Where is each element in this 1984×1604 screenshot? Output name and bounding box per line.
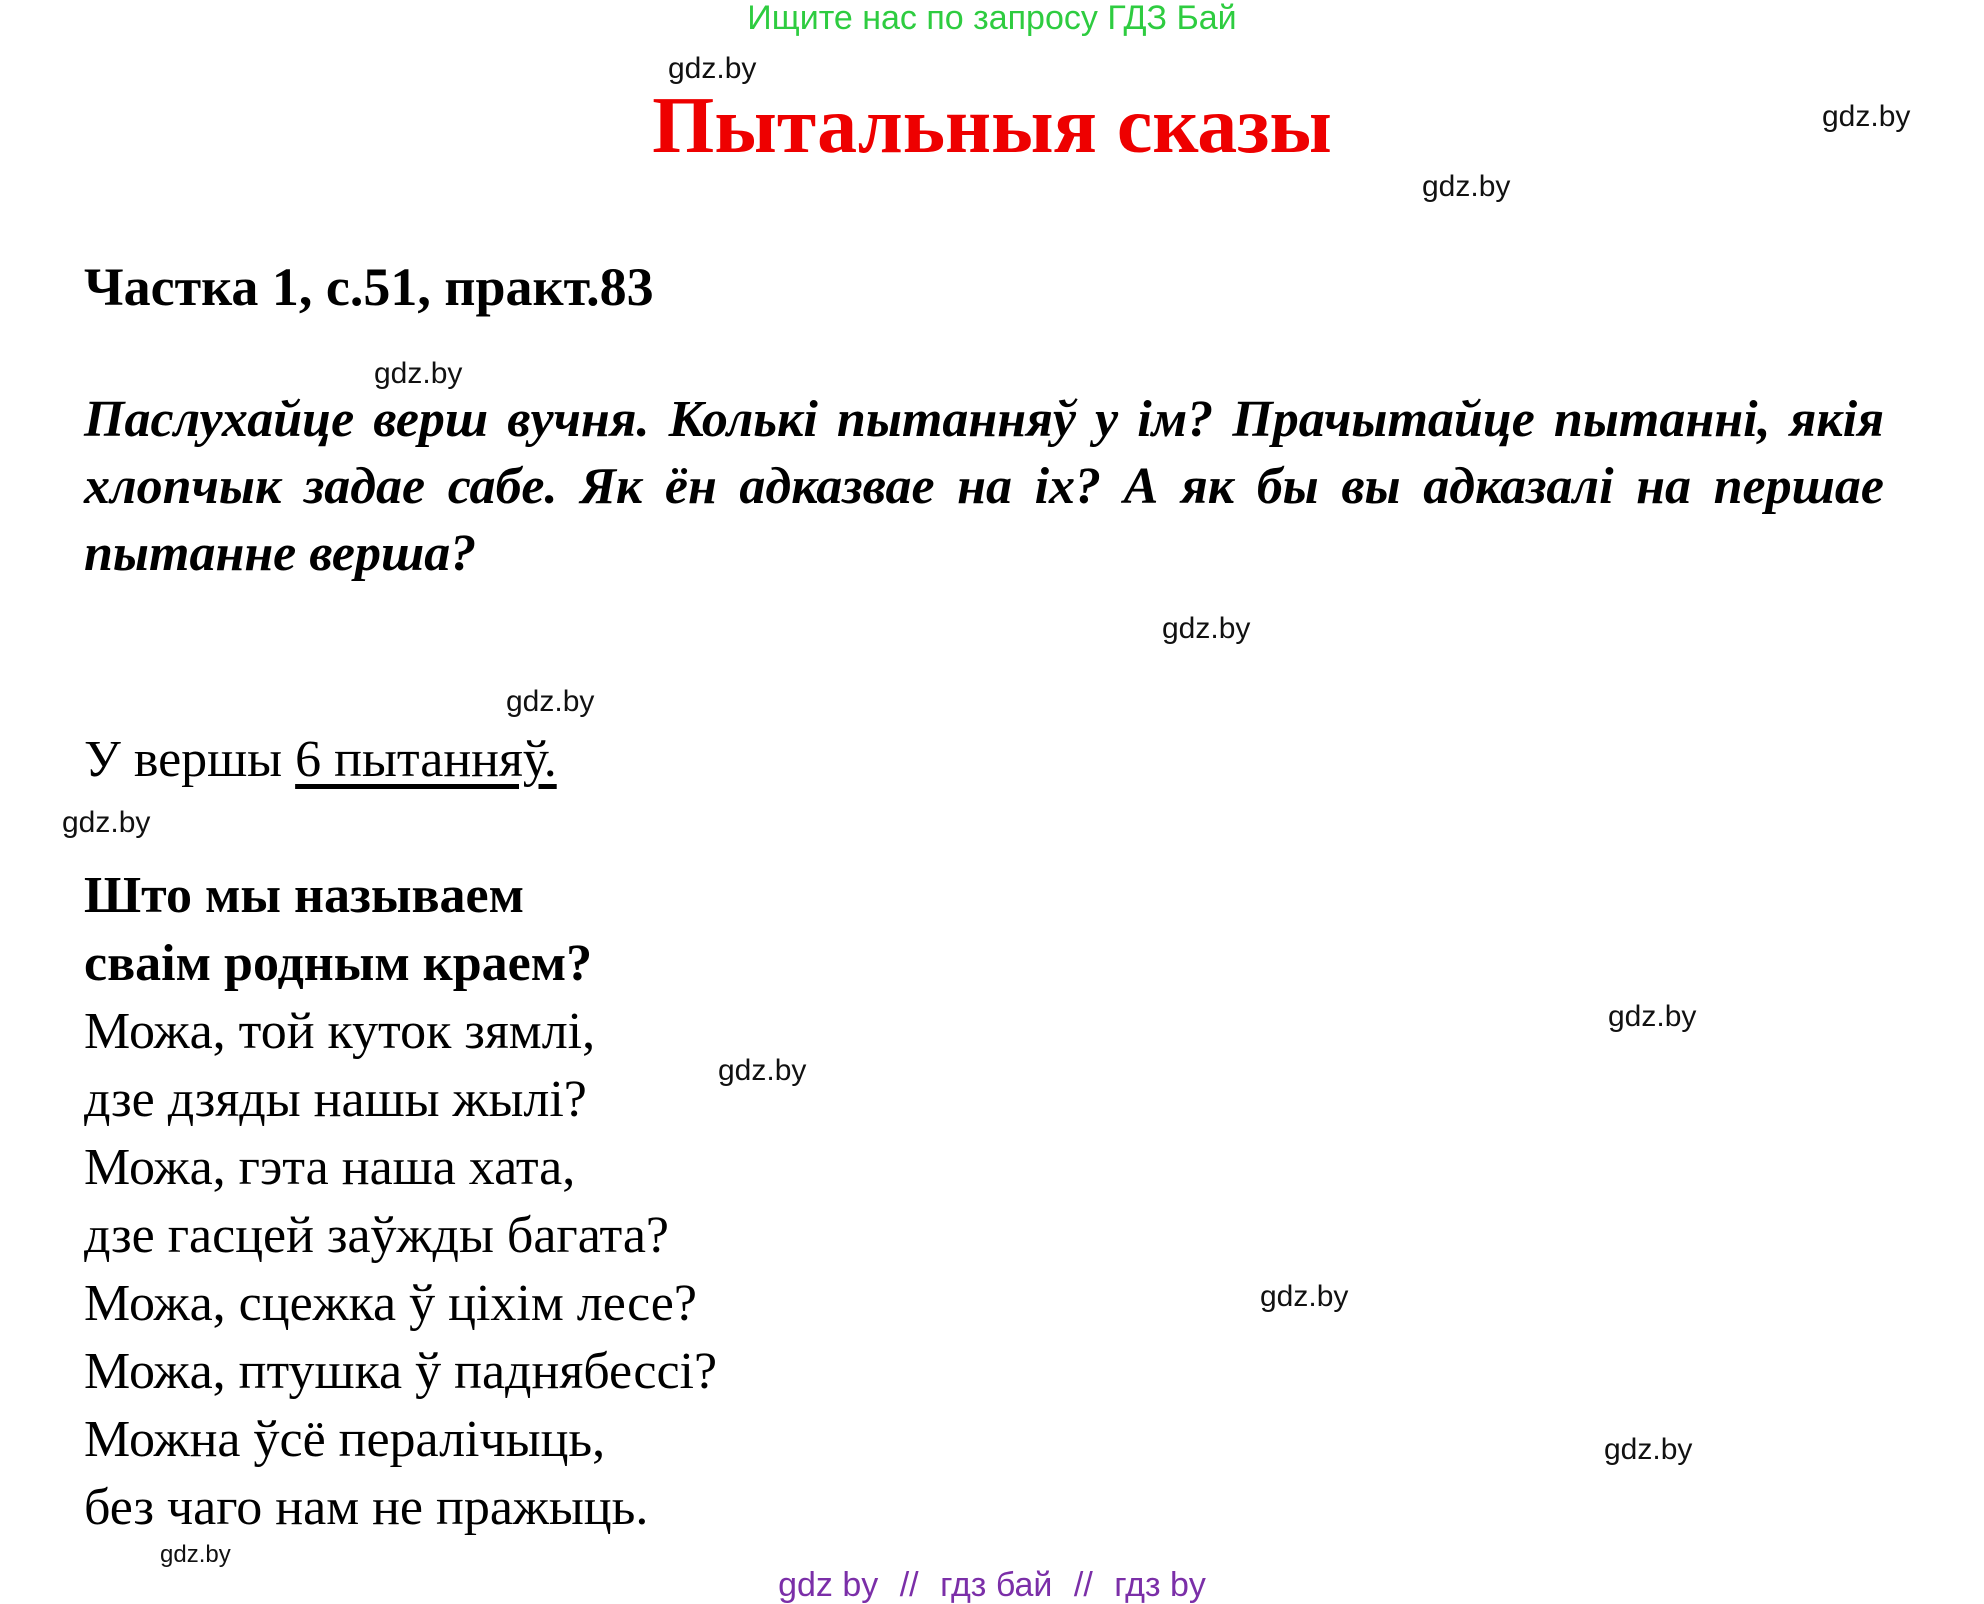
answer-count: 6 пытанняў. bbox=[295, 731, 557, 788]
answer-line bbox=[84, 727, 557, 793]
footer-links bbox=[0, 1568, 1984, 1602]
answer-prefix: У вершы bbox=[84, 731, 283, 788]
footer-separator: // bbox=[899, 1566, 919, 1604]
watermark: gdz.by bbox=[374, 357, 463, 390]
page-title: Пытальныя сказы bbox=[652, 82, 1332, 170]
footer-separator: // bbox=[1073, 1566, 1093, 1604]
poem bbox=[84, 862, 717, 1542]
poem-line: Можа, гэта наша хата, bbox=[84, 1139, 576, 1196]
watermark: gdz.by bbox=[506, 685, 595, 718]
watermark: gdz.by bbox=[1608, 1000, 1697, 1033]
footer-link-gdz-bai[interactable]: гдз бай bbox=[940, 1566, 1053, 1604]
poem-line: дзе дзяды нашы жылі? bbox=[84, 1071, 587, 1128]
poem-line: дзе гасцей заўжды багата? bbox=[84, 1207, 669, 1264]
section-heading: Частка 1, с.51, практ.83 bbox=[84, 257, 654, 317]
watermark: gdz.by bbox=[160, 1541, 231, 1568]
poem-line: Можа, сцежка ў ціхім лесе? bbox=[84, 1275, 697, 1332]
poem-line: сваім родным краем? bbox=[84, 935, 593, 992]
poem-line: без чаго нам не пражыць. bbox=[84, 1479, 649, 1536]
top-banner: Ищите нас по запросу ГДЗ Бай bbox=[747, 0, 1237, 37]
watermark: gdz.by bbox=[668, 52, 757, 85]
footer-link-gdz-by[interactable]: gdz by bbox=[778, 1566, 879, 1604]
watermark: gdz.by bbox=[62, 806, 151, 839]
watermark: gdz.by bbox=[718, 1054, 807, 1087]
poem-line: Што мы называем bbox=[84, 867, 525, 924]
watermark: gdz.by bbox=[1422, 170, 1511, 203]
poem-line: Можа, птушка ў паднябессі? bbox=[84, 1343, 718, 1400]
watermark: gdz.by bbox=[1260, 1280, 1349, 1313]
task-text: Паслухайце верш вучня. Колькі пытанняў у ім? Прачытайце пытанні, якія хлопчык задае сабе. Як ён адказвае на іх? А як бы вы адказалі на першае пытанне верша? bbox=[84, 391, 1884, 582]
poem-line: Можна ўсё пералічыць, bbox=[84, 1411, 606, 1468]
footer-link-gdz-by-cyr[interactable]: гдз by bbox=[1114, 1566, 1206, 1604]
watermark: gdz.by bbox=[1604, 1433, 1693, 1466]
poem-line: Можа, той куток зямлі, bbox=[84, 1003, 596, 1060]
watermark: gdz.by bbox=[1822, 100, 1911, 133]
watermark: gdz.by bbox=[1162, 612, 1251, 645]
